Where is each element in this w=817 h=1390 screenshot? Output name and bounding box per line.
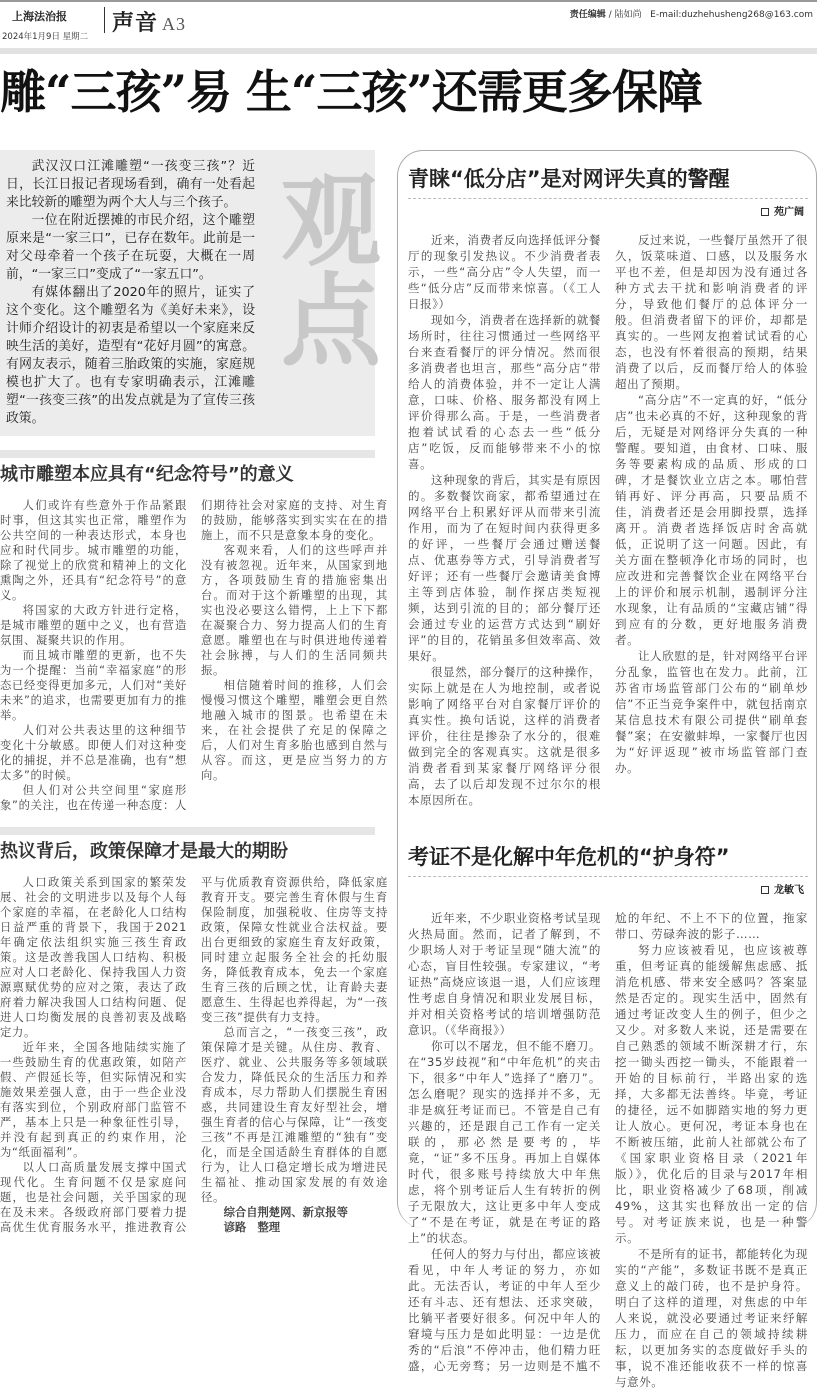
author-name: 苑广阔 — [774, 207, 804, 218]
article-title-certificates: 考证不是化解中年危机的“护身符” — [408, 845, 730, 869]
article-body-sculpture — [0, 498, 388, 813]
paragraph: 人口政策关系到国家的繁荣发展、社会的文明进步以及每个人每个家庭的幸福，在老龄化人口结构日益严重的背景下，我国于2021年确定依法组织实施三孩生育政策。这是改善我国人口结构、积极应对人口老龄化、保持我国人力资源禀赋优势的应对之策，表达了政府着力解决我国人口结构问题、促进人口均衡发展的良善初衷及战略定力。 — [0, 876, 187, 1039]
paragraph: 任何人的努力与付出，都应该被看见，中年人考证的努力，亦如此。无法否认，考证的中年人至少还有斗志、还有想法、还求突破，比躺平者要好很多。何况中年人的窘境与压力是如此明显：一边是优秀的“后浪”不停冲击，他们精力旺盛，心无旁骛；另一边则是不尴不尬的年纪、不上不下的位置，拖家带口、劳碌奔波的影子…… — [408, 911, 808, 1373]
byline-box-icon — [761, 886, 769, 894]
paragraph: 人们或许有些意外于作品紧跟时事，但这其实也正常，雕塑作为公共空间的一种表达形式，本身也应和时代同步。城市雕塑的功能，除了视觉上的欣赏和精神上的文化熏陶之外，还具有“纪念符号”的意义。 — [0, 499, 187, 602]
right-column — [408, 164, 808, 1390]
paragraph: 你可以不屠龙，但不能不磨刀。在“35岁歧视”和“中年危机”的夹击下，很多“中年人”选择了“磨刀”。怎么磨呢？现实的选择并不多，无非是疯狂考证而已。不管是自己有兴趣的，还是跟自己工作有一定关联的，那必然是要考的，毕竟，“证”多不压身。再加上自媒体时代，很多账号持续放大中年焦虑，将个别考证后人生有转折的例子无限放大，这让更多中年人变成了“不是在考证，就是在考证的路上”的状态。 — [408, 1039, 601, 1245]
paragraph: “高分店”不一定真的好，“低分店”也未必真的不好，这种现象的背后，无疑是对网络评分失真的一种警醒。要知道，由食材、口味、服务等要素构成的品质、形成的口碑，才是餐饮业立店之本。哪怕营销再好、评分再高，只要品质不佳，消费者还是会用脚投票，选择离开。消费者选择饭店时舍高就低，正说明了这一问题。因此，有关方面在整顿净化市场的同时，也应改进和完善餐饮企业在网络平台上的评价和展示机制，遏制评分注水现象，让有品质的“宝藏店铺”得到应有的分数，更好地服务消费者。 — [615, 393, 808, 647]
paragraph: 让人欣慰的是，针对网络平台评分乱象，监管也在发力。此前，江苏省市场监管部门公布的“刷单炒信”不正当竞争案件中，就包括南京某信息技术有限公司提供“刷单套餐”案；在安徽蚌埠，一家餐厅也因为“好评返现”被市场监管部门查办。 — [615, 649, 808, 775]
source-credit: 综合自荆楚网、新京报等 — [223, 1206, 348, 1219]
paragraph: 很显然，部分餐厅的这种操作，实际上就是在人为地控制，或者说影响了网络平台对自家餐厅评价的真实性。换句话说，这样的消费者评价，往往是掺杂了水分的，很难做到完全的客观真实。这就是很多消费者看到某家餐厅网络评分很高，去了以后却发现不过尔尔的根本原因所在。 — [408, 665, 601, 807]
paragraph: 反过来说，一些餐厅虽然开了很久，饭菜味道、口感，以及服务水平也不差，但是却因为没有通过各种方式去干扰和影响消费者的评分，导致他们餐厅的总体评分一般。但消费者留下的评价，却都是真实的。一些网友抱着试试看的心态，也没有怀着很高的预期，结果消费了以后，反而餐厅给人的体验超出了预期。 — [615, 233, 808, 391]
paragraph: 努力应该被看见，也应该被尊重，但考证真的能缓解焦虑感、抵消危机感、带来安全感吗？答案显然是否定的。现实生活中，固然有通过考证改变人生的例子，但少之又少。对多数人来说，还是需要在自己熟悉的领域不断深耕才行，东挖一锄头西挖一锄头，不能跟着一开始的目标前行，半路出家的选择，大多都无法善终。毕竟，考证的捷径，远不如脚踏实地的努力更让人放心。更何况，考证本身也在不断被压缩，此前人社部就公布了《国家职业资格目录（2021年版）》，优化后的目录与2017年相比，职业资格减少了68项，削减49%，这其实也释放出一定的信号。对考证族来说，也是一种警示。 — [615, 943, 808, 1245]
editor-email: E-mail:duzhehusheng268@163.com — [650, 10, 813, 20]
paragraph: 相信随着时间的推移，人们会慢慢习惯这个雕塑，雕塑会更自然地融入城市的图景。也希望在未来，在社会提供了充足的保障之后，人们对生育多胎也感到自然与从容。而这，更是应当努力的方向。 — [201, 679, 388, 782]
author-name: 龙敏飞 — [774, 885, 804, 896]
article-title-sculpture: 城市雕塑本应具有“纪念符号”的意义 — [0, 464, 294, 485]
compiler-credit: 谚路 整理 — [223, 1221, 281, 1234]
page-number: A3 — [162, 14, 187, 34]
title-divider — [408, 876, 808, 877]
intro-paragraph: 有媒体翻出了2020年的照片，证实了这个变化。这个雕塑名为《美好未来》，设计师介绍设计的初衷是希望以一个家庭来反映生活的美好，造型有“花好月圆”的寓意。有网友表示，随着三胎政策的实施，家庭规模也扩大了。也有专家明确表示，江滩雕塑“一孩变三孩”的出发点就是为了宣传三孩政策。 — [6, 285, 255, 426]
top-rule — [0, 0, 817, 2]
editor-info — [570, 7, 813, 20]
page-headline: 雕“三孩”易 生“三孩”还需更多保障 — [0, 65, 702, 119]
editor-label: 责任编辑 — [569, 10, 606, 20]
editor-name: / 陆如尚 — [608, 10, 642, 20]
paragraph: 以人口高质量发展支撑中国式现代化。生育问题不仅是家庭问题，也是社会问题，关乎国家的现在及未来。各级政府部门要着力提高优生优育服务水平，推进教育公平与优质教育资源供给，降低家庭教育开支。要完善生育休假与生育保险制度，加强税收、住房等支持政策，保障女性就业合法权益。要出台更细致的家庭生育友好政策，同时建立起服务全社会的托幼服务，降低教育成本，免去一个家庭生育三孩的后顾之忧，让育龄夫妻愿意生、生得起也养得起，为“一孩变三孩”提供有力支持。 — [0, 876, 388, 1234]
intro-paragraph: 武汉汉口江滩雕塑“一孩变三孩”？近日，长江日报记者现场看到，确有一处看起来比较新的雕塑为两个大人与三个孩子。 — [6, 159, 255, 210]
section-bar — [0, 827, 375, 835]
left-column — [0, 150, 388, 1235]
paragraph: 客观来看，人们的这些呼声并没有被忽视。近年来，从国家到地方，各项鼓励生育的措施密集出台。而对于这个新雕塑的出现，其实也没必要这么错愕，上上下下都在凝聚合力、努力提高人们的生育意愿。雕塑也在与时俱进地传递着社会脉搏，与人们的生活同频共振。 — [201, 544, 388, 677]
section-name: 声音 — [112, 11, 159, 36]
paragraph: 这种现象的背后，其实是有原因的。多数餐饮商家，都希望通过在网络平台上积累好评从而带来引流作用，而为了在短时间内获得更多的好评，一些餐厅会通过赠送餐点、优惠券等方式，引导消费者写好评；还有一些餐厅会邀请美食博主等到店体验，制作探店类短视频，达到引流的目的；部分餐厅还会通过专业的运营方式达到“刷好评”的目的，花销虽多但效率高、效果好。 — [408, 473, 601, 663]
paragraph: 近年来，不少职业资格考试呈现火热局面。然而，记者了解到，不少职场人对于考证呈现“随大流”的心态，盲目性较强。专家建议，“考证热”高烧应该退一退，人们应该理性考虑自身情况和职业发展目标，并对相关资格考试的培训增强防范意识。（《华商报》） — [408, 911, 601, 1037]
paragraph: 近来，消费者反向选择低评分餐厅的现象引发热议。不少消费者表示，一些“高分店”令人失望，而一些“低分店”反而带来惊喜。（《工人日报》） — [408, 233, 601, 311]
byline-box-icon — [761, 208, 769, 216]
intro-paragraph: 一位在附近摆摊的市民介绍，这个雕塑原来是“一家三口”，已存在数年。此前是一对父母牵着一个孩子在玩耍，大概在一周前，“一家三口”变成了“一家五口”。 — [6, 213, 255, 282]
title-divider — [408, 198, 808, 199]
byline — [761, 203, 804, 218]
article-body-certificates — [408, 910, 808, 1390]
paragraph: 人们对公共表达里的这种细节变化十分敏感。即便人们对这种变化的捕捉，并不总是准确，也有“想太多”的时候。 — [0, 724, 187, 782]
masthead-divider — [104, 7, 105, 33]
paragraph: 将国家的大政方针进行定格，是城市雕塑的题中之义，也有营造氛围、凝聚共识的作用。 — [0, 604, 187, 647]
article-body-low-score — [408, 232, 808, 808]
article-title-low-score: 青睐“低分店”是对网评失真的警醒 — [408, 167, 730, 191]
article-title-policy: 热议背后，政策保障才是最大的期盼 — [0, 841, 288, 862]
paragraph: 但人们对公共空间里“家庭形象”的关注，也在传递一种态度：人们期待社会对家庭的支持、对生育的鼓励，能够落实到实实在在的措施上，而不只是意象本身的变化。 — [0, 499, 388, 812]
masthead — [2, 8, 89, 42]
paragraph: 总而言之，“一孩变三孩”，政策保障才是关键。从住房、教育、医疗、就业、公共服务等多领域联合发力，降低民众的生活压力和养育成本，尽力帮助人们摆脱生育困惑，共同建设生育友好型社会，增强生育者的信心与保障，让“一孩变三孩”不再是江滩雕塑的“独有”变化，而是全国适龄生育群体的自愿行为，让人口稳定增长成为增进民生福祉、推动国家发展的有效途径。 — [201, 1026, 388, 1204]
paragraph: 而且城市雕塑的更新，也不失为一个提醒：当前“幸福家庭”的形态已经变得更加多元，人们对“美好未来”的追求，也需要更加有力的推举。 — [0, 649, 187, 722]
byline — [761, 881, 804, 896]
intro-box — [0, 150, 382, 436]
opinion-watermark: 观点 — [264, 168, 382, 368]
article-body-policy — [0, 875, 388, 1235]
section-bar — [0, 450, 375, 458]
paragraph: 不是所有的证书，都能转化为现实的“产能”，多数证书既不是真正意义上的敲门砖，也不是护身符。明白了这样的道理，对焦虑的中年人来说，就没必要通过考证来纾解压力，而应在自己的领域持续耕耘，以更加务实的态度做好手头的事，说不准还能收获不一样的惊喜与意外。 — [615, 1247, 808, 1389]
section-label — [112, 6, 186, 37]
paper-name: 上海法治报 — [12, 10, 67, 23]
paragraph: 近年来，全国各地陆续实施了一些鼓励生育的优惠政策，如陪产假、产假延长等，但实际情况和实施效果差强人意，由于一些企业没有落实到位，个别政府部门监管不严，基本上只是一种象征性引导，并没有起到真正的约束作用，沦为“纸面福利”。 — [0, 1041, 187, 1159]
article-spacer — [408, 808, 808, 842]
header-band — [0, 48, 817, 54]
paragraph: 现如今，消费者在选择新的就餐场所时，往往习惯通过一些网络平台来查看餐厅的评分情况。然而很多消费者也坦言，那些“高分店”带给人的消费体验，并不一定让人满意，口味、价格、服务都没有网上评价得那么高。于是，一些消费者抱着试试看的心态去一些“低分店”吃饭，反而能够带来不小的惊喜。 — [408, 313, 601, 471]
issue-date: 2024年1月9日 星期二 — [2, 32, 89, 42]
